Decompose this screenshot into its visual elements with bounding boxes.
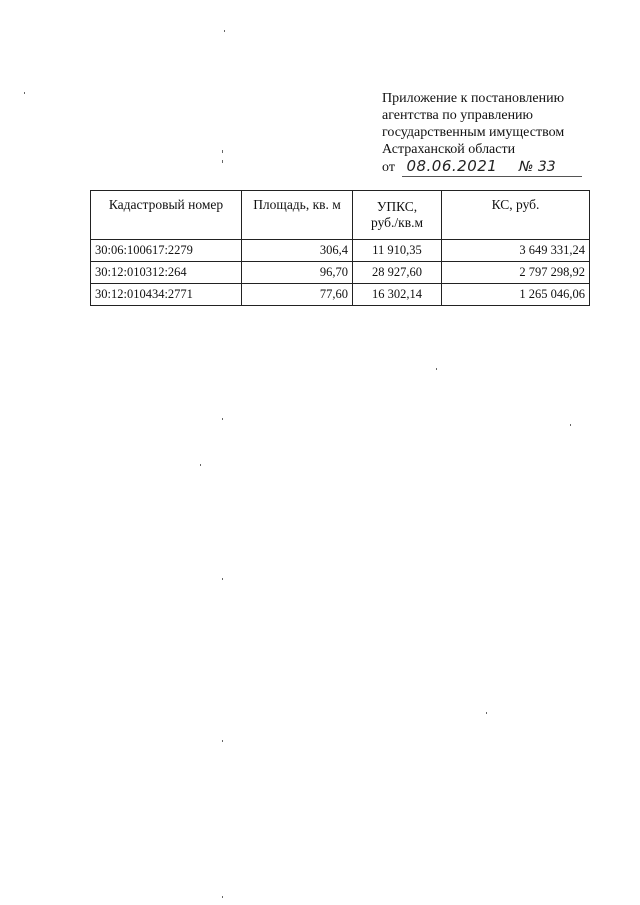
scan-speck (222, 160, 223, 163)
appendix-date-line (382, 158, 612, 176)
cell-area: 77,60 (242, 284, 353, 306)
header-ks: КС, руб. (442, 191, 590, 240)
scan-speck (222, 740, 223, 742)
header-cadastral-number: Кадастровый номер (91, 191, 242, 240)
scan-speck (222, 896, 223, 898)
scan-speck (436, 368, 437, 370)
scan-speck (222, 150, 223, 153)
table-row (91, 240, 590, 262)
cell-cadastral: 30:12:010434:2771 (91, 284, 242, 306)
cell-ks: 2 797 298,92 (442, 262, 590, 284)
appendix-line-2: агентства по управлению (382, 108, 534, 123)
scan-speck (222, 578, 223, 580)
cell-cadastral: 30:12:010312:264 (91, 262, 242, 284)
table-header-row (91, 191, 590, 240)
table-row (91, 262, 590, 284)
appendix-line-4: Астраханской области (382, 142, 516, 157)
cell-upks: 11 910,35 (353, 240, 442, 262)
cell-ks: 1 265 046,06 (442, 284, 590, 306)
cell-area: 96,70 (242, 262, 353, 284)
header-upks (353, 191, 442, 240)
appendix-header (382, 90, 612, 176)
header-upks-line-2: руб./кв.м (371, 215, 423, 230)
cell-ks: 3 649 331,24 (442, 240, 590, 262)
cadastral-value-table (90, 190, 590, 306)
cell-upks: 16 302,14 (353, 284, 442, 306)
scan-speck (224, 30, 225, 32)
scan-speck (222, 418, 223, 420)
cell-cadastral: 30:06:100617:2279 (91, 240, 242, 262)
header-area: Площадь, кв. м (242, 191, 353, 240)
date-underline (402, 176, 582, 177)
scan-speck (570, 424, 571, 426)
appendix-line-3: государственным имуществом (382, 125, 565, 140)
table-row (91, 284, 590, 306)
appendix-line-1: Приложение к постановлению (382, 91, 565, 106)
cell-upks: 28 927,60 (353, 262, 442, 284)
handwritten-date: 08.06.2021 (406, 157, 498, 175)
date-prefix: от (382, 160, 395, 175)
scan-speck (200, 464, 201, 466)
handwritten-number: № 33 (518, 159, 556, 175)
scan-speck (486, 712, 487, 714)
header-upks-line-1: УПКС, (376, 199, 418, 214)
scan-speck (24, 92, 25, 94)
cell-area: 306,4 (242, 240, 353, 262)
